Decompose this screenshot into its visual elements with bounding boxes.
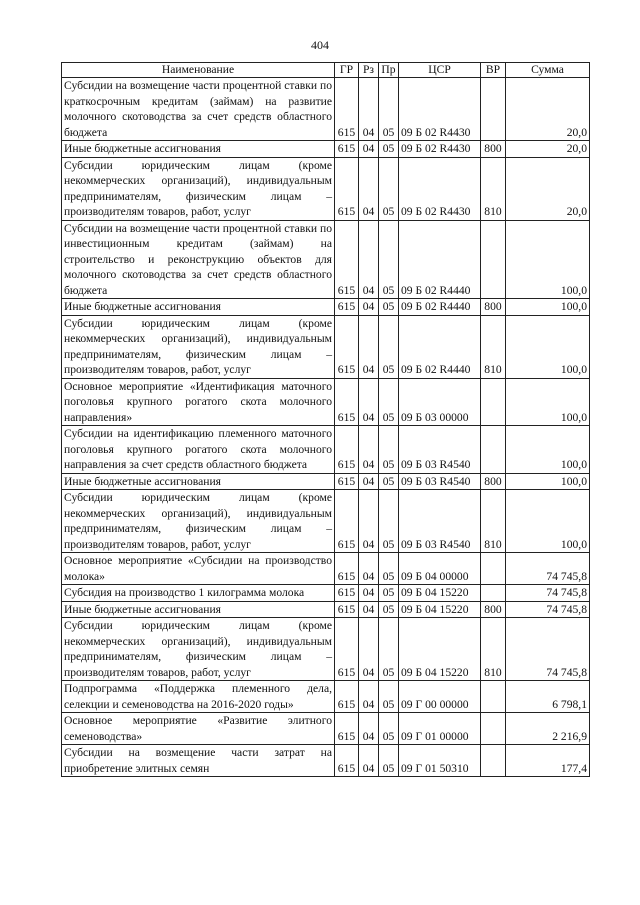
row-sum: 6 798,1 [506,681,590,713]
row-name: Основное мероприятие «Идентификация маточного поголовья крупного рогатого скота молочного направления» [62,378,335,426]
row-csr: 09 Б 02 R4430 [399,141,481,158]
row-pr: 05 [379,585,399,602]
row-gr: 615 [335,585,359,602]
row-rz: 04 [359,141,379,158]
table-row [62,618,590,681]
row-gr: 615 [335,157,359,220]
row-sum: 20,0 [506,141,590,158]
header-name: Наименование [62,63,335,78]
row-vr: 810 [481,618,506,681]
row-rz: 04 [359,299,379,316]
row-sum: 20,0 [506,78,590,141]
row-vr [481,713,506,745]
row-gr: 615 [335,378,359,426]
row-pr: 05 [379,473,399,490]
row-vr [481,681,506,713]
row-csr: 09 Б 04 15220 [399,585,481,602]
row-pr: 05 [379,601,399,618]
table-body [62,78,590,777]
row-rz: 04 [359,490,379,553]
header-gr: ГР [335,63,359,78]
row-csr: 09 Б 02 R4440 [399,220,481,299]
row-vr [481,553,506,585]
row-name: Подпрограмма «Поддержка племенного дела, селекции и семеноводства на 2016-2020 годы» [62,681,335,713]
row-pr: 05 [379,681,399,713]
row-csr: 09 Б 02 R4430 [399,78,481,141]
row-rz: 04 [359,426,379,474]
row-sum: 100,0 [506,490,590,553]
row-gr: 615 [335,220,359,299]
row-name: Субсидии юридическим лицам (кроме некоммерческих организаций), индивидуальным предпринимателям, физическим лицам – производителям товаров, работ, услуг [62,490,335,553]
row-name: Субсидии юридическим лицам (кроме некоммерческих организаций), индивидуальным предпринимателям, физическим лицам – производителям товаров, работ, услуг [62,315,335,378]
budget-table [61,62,590,777]
row-name: Субсидии на идентификацию племенного маточного поголовья крупного рогатого скота молочного направления за счет средств областного бюджета [62,426,335,474]
row-sum: 100,0 [506,378,590,426]
row-sum: 100,0 [506,426,590,474]
row-sum: 20,0 [506,157,590,220]
row-vr [481,585,506,602]
table-row [62,601,590,618]
table-row [62,157,590,220]
table-row [62,220,590,299]
row-csr: 09 Б 03 R4540 [399,473,481,490]
row-sum: 100,0 [506,473,590,490]
row-name: Иные бюджетные ассигнования [62,299,335,316]
row-vr [481,378,506,426]
row-name: Основное мероприятие «Развитие элитного семеноводства» [62,713,335,745]
row-csr: 09 Г 00 00000 [399,681,481,713]
row-name: Субсидия на производство 1 килограмма молока [62,585,335,602]
row-csr: 09 Б 02 R4440 [399,299,481,316]
row-pr: 05 [379,618,399,681]
row-sum: 2 216,9 [506,713,590,745]
row-sum: 74 745,8 [506,618,590,681]
table-header-row [62,63,590,78]
header-rz: Рз [359,63,379,78]
row-name: Субсидии юридическим лицам (кроме некоммерческих организаций), индивидуальным предпринимателям, физическим лицам – производителям товаров, работ, услуг [62,157,335,220]
row-gr: 615 [335,601,359,618]
row-rz: 04 [359,78,379,141]
row-gr: 615 [335,141,359,158]
header-pr: Пр [379,63,399,78]
table-row [62,78,590,141]
row-pr: 05 [379,78,399,141]
row-sum: 177,4 [506,745,590,777]
row-pr: 05 [379,745,399,777]
row-rz: 04 [359,553,379,585]
row-csr: 09 Б 02 R4440 [399,315,481,378]
row-name: Субсидии на возмещение части затрат на приобретение элитных семян [62,745,335,777]
row-name: Иные бюджетные ассигнования [62,141,335,158]
table-row [62,473,590,490]
row-vr: 800 [481,473,506,490]
row-csr: 09 Б 04 15220 [399,618,481,681]
row-rz: 04 [359,157,379,220]
row-gr: 615 [335,299,359,316]
row-csr: 09 Б 03 R4540 [399,490,481,553]
row-vr: 800 [481,299,506,316]
row-pr: 05 [379,426,399,474]
row-name: Субсидии на возмещение части процентной ставки по краткосрочным кредитам (займам) на развитие молочного скотоводства за счет средств областного бюджета [62,78,335,141]
table-row [62,553,590,585]
row-vr: 800 [481,141,506,158]
row-vr [481,78,506,141]
row-gr: 615 [335,681,359,713]
row-gr: 615 [335,618,359,681]
row-rz: 04 [359,681,379,713]
row-vr [481,426,506,474]
row-sum: 74 745,8 [506,553,590,585]
row-pr: 05 [379,141,399,158]
table-row [62,141,590,158]
row-vr [481,220,506,299]
row-csr: 09 Б 03 00000 [399,378,481,426]
table-row [62,315,590,378]
row-vr: 810 [481,315,506,378]
row-rz: 04 [359,473,379,490]
table-row [62,585,590,602]
row-gr: 615 [335,745,359,777]
row-gr: 615 [335,426,359,474]
row-gr: 615 [335,473,359,490]
row-csr: 09 Г 01 50310 [399,745,481,777]
row-vr: 810 [481,157,506,220]
row-pr: 05 [379,378,399,426]
header-vr: ВР [481,63,506,78]
row-pr: 05 [379,157,399,220]
row-sum: 74 745,8 [506,585,590,602]
page-number: 404 [311,38,329,52]
row-csr: 09 Б 02 R4430 [399,157,481,220]
row-pr: 05 [379,553,399,585]
row-name: Субсидии на возмещение части процентной ставки по инвестиционным кредитам (займам) на строительство и реконструкцию объектов для молочного скотоводства за счет средств областного бюджета [62,220,335,299]
row-pr: 05 [379,490,399,553]
row-sum: 100,0 [506,315,590,378]
row-rz: 04 [359,601,379,618]
row-rz: 04 [359,585,379,602]
table-row [62,745,590,777]
row-name: Иные бюджетные ассигнования [62,473,335,490]
row-sum: 100,0 [506,220,590,299]
row-pr: 05 [379,315,399,378]
row-vr: 810 [481,490,506,553]
row-csr: 09 Г 01 00000 [399,713,481,745]
table-row [62,299,590,316]
row-csr: 09 Б 03 R4540 [399,426,481,474]
row-gr: 615 [335,553,359,585]
table-row [62,713,590,745]
row-sum: 74 745,8 [506,601,590,618]
row-pr: 05 [379,713,399,745]
row-gr: 615 [335,78,359,141]
row-name: Иные бюджетные ассигнования [62,601,335,618]
row-vr: 800 [481,601,506,618]
row-rz: 04 [359,618,379,681]
table-row [62,378,590,426]
row-pr: 05 [379,299,399,316]
row-csr: 09 Б 04 00000 [399,553,481,585]
row-rz: 04 [359,220,379,299]
table-row [62,490,590,553]
row-name: Основное мероприятие «Субсидии на производство молока» [62,553,335,585]
row-rz: 04 [359,745,379,777]
row-gr: 615 [335,713,359,745]
row-sum: 100,0 [506,299,590,316]
row-rz: 04 [359,315,379,378]
row-vr [481,745,506,777]
header-sum: Сумма [506,63,590,78]
row-gr: 615 [335,490,359,553]
row-pr: 05 [379,220,399,299]
row-csr: 09 Б 04 15220 [399,601,481,618]
row-gr: 615 [335,315,359,378]
row-name: Субсидии юридическим лицам (кроме некоммерческих организаций), индивидуальным предпринимателям, физическим лицам – производителям товаров, работ, услуг [62,618,335,681]
header-csr: ЦСР [399,63,481,78]
row-rz: 04 [359,713,379,745]
table-row [62,426,590,474]
row-rz: 04 [359,378,379,426]
table-row [62,681,590,713]
